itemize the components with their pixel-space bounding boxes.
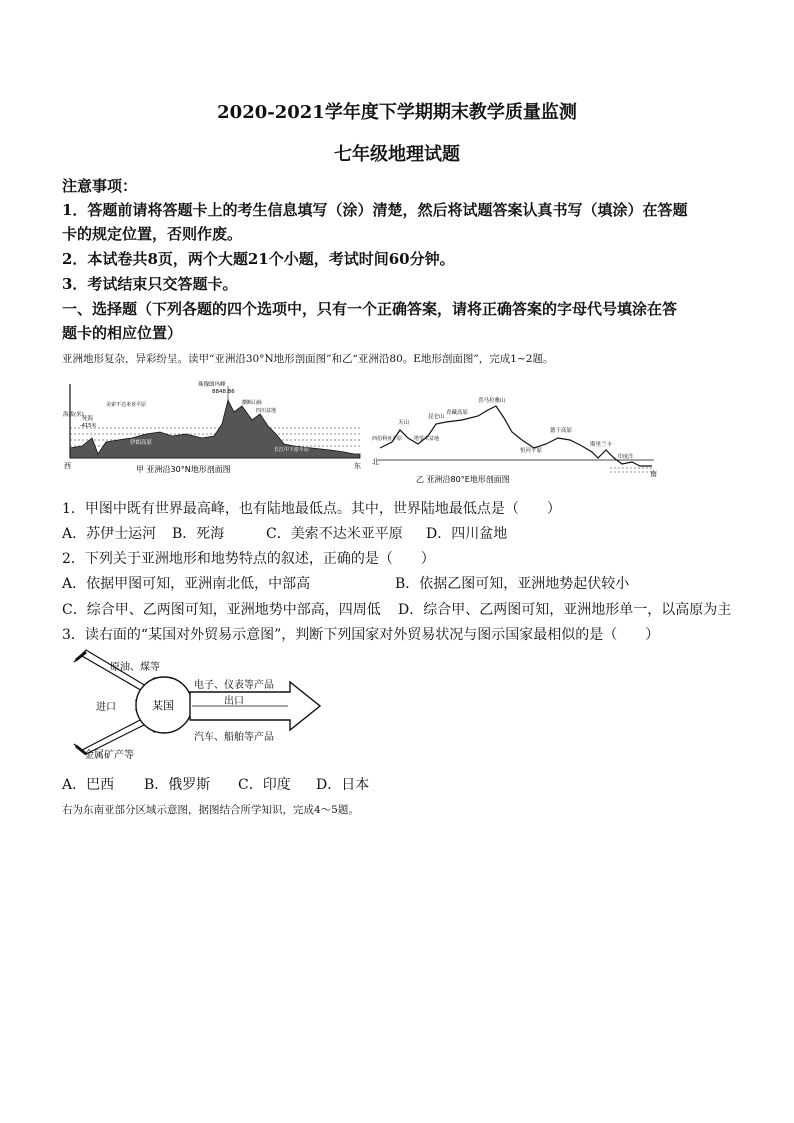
label-in-bottom: 金属矿产等 (84, 750, 134, 760)
question-3-stem: 3．读右面的“某国对外贸易示意图”，判断下列国家对外贸易状况与图示国家最相似的是（ ） (62, 627, 660, 643)
q3-option-a: A．巴西 (62, 777, 115, 793)
q2-option-a: A．依据甲图可知，亚洲南北低，中部高 (62, 576, 311, 592)
section-heading: 一、选择题（下列各题的四个选项中，只有一个正确答案，请将正确答案的字母代号填涂在答 (62, 300, 678, 318)
notice-item: 卡的规定位置，否则作废。 (62, 225, 243, 243)
profile-figure-jia (62, 376, 372, 476)
q2-option-d: D．综合甲、乙两图可知，亚洲地形单一，以高原为主 (398, 602, 732, 618)
label-deccan: 德干高原 (550, 428, 573, 434)
label-dead-sea-depth: -415米 (80, 423, 97, 429)
label-south: 南 (650, 470, 657, 478)
q1-option-c: C．美索不达米亚平原 (266, 526, 403, 542)
label-west: 西 (64, 462, 71, 470)
intro-text: 亚洲地形复杂，异彩纷呈。读甲“亚洲沿30°N地形剖面图”和乙“亚洲沿80。E地形剖面图”，完成1~2题。 (62, 353, 554, 365)
q3-option-b: B．俄罗斯 (144, 777, 211, 793)
label-changjiang: 长江中下游平原 (274, 447, 310, 453)
label-meso: 美索不达米亚平原 (106, 402, 147, 408)
label-iran: 伊朗高原 (130, 440, 153, 446)
label-out-top: 电子、仪表等产品 (194, 680, 274, 691)
label-kunlun: 昆仑山 (428, 414, 445, 420)
q3-option-d: D．日本 (316, 777, 370, 793)
q1-option-a: A．苏伊士运河 (62, 526, 157, 542)
label-tarim: 塔里木盆地 (414, 436, 440, 442)
intro-text-4-5: 右为东南亚部分区域示意图，据图结合所学知识，完成4～5题。 (62, 804, 359, 816)
label-export: 出口 (224, 696, 244, 707)
figure-caption-jia: 甲 亚洲沿30°N地形剖面图 (136, 465, 231, 474)
q1-option-b: B．死海 (172, 526, 225, 542)
figure-caption-yi: 乙 亚洲沿80°E地形剖面图 (416, 475, 510, 484)
label-indian-ocean: 印度洋 (618, 454, 634, 460)
q2-option-b: B．依据乙图可知，亚洲地势起伏较小 (395, 576, 630, 592)
label-north: 北 (372, 458, 379, 466)
page-title: 2020-2021学年度下学期期末教学质量监测 (217, 102, 577, 123)
label-east: 东 (354, 462, 361, 470)
question-1-stem: 1．甲图中既有世界最高峰，也有陆地最低点。其中，世界陆地最低点是（ ） (62, 501, 561, 517)
label-ganges: 恒河平原 (520, 448, 543, 454)
notice-item: 2．本试卷共8页，两个大题21个小题，考试时间60分钟。 (62, 250, 455, 268)
label-hengduan: 横断山脉 (242, 400, 263, 406)
label-country: 某国 (152, 699, 174, 712)
q3-option-c: C．印度 (238, 777, 291, 793)
q1-option-d: D．四川盆地 (426, 526, 508, 542)
label-dead-sea: 死海 (82, 416, 94, 422)
q2-option-c: C．综合甲、乙两图可知，亚洲地势中部高，四周低 (62, 602, 381, 618)
label-everest-height: 8848.86 (212, 389, 235, 395)
label-in-top: 原油、煤等 (110, 662, 160, 673)
label-sea-level: 海拔(米) (63, 412, 84, 418)
label-srilanka: 斯里兰卡 (590, 442, 613, 448)
label-siberia: 西伯利亚平原 (372, 436, 403, 442)
label-tianshan: 天山 (398, 420, 410, 426)
section-heading-cont: 题卡的相应位置） (62, 324, 183, 342)
label-everest: 珠穆朗玛峰 (198, 382, 226, 388)
label-sichuan: 四川盆地 (256, 408, 277, 414)
profile-figure-yi (370, 380, 660, 486)
notice-item: 3．考试结束只交答题卡。 (62, 275, 238, 293)
question-2-stem: 2．下列关于亚洲地形和地势特点的叙述，正确的是（ ） (62, 551, 435, 567)
label-out-bottom: 汽车、船舶等产品 (194, 732, 274, 743)
notice-item: 1．答题前请将答题卡上的考生信息填写（涂）清楚，然后将试题答案认真书写（填涂）在答题 (62, 201, 688, 219)
notice-heading: 注意事项： (62, 177, 138, 195)
label-qingzang: 青藏高原 (446, 410, 469, 416)
trade-diagram (64, 648, 326, 760)
label-himalaya: 喜马拉雅山 (478, 398, 506, 404)
page-subtitle: 七年级地理试题 (334, 144, 460, 165)
label-import: 进口 (96, 702, 116, 713)
